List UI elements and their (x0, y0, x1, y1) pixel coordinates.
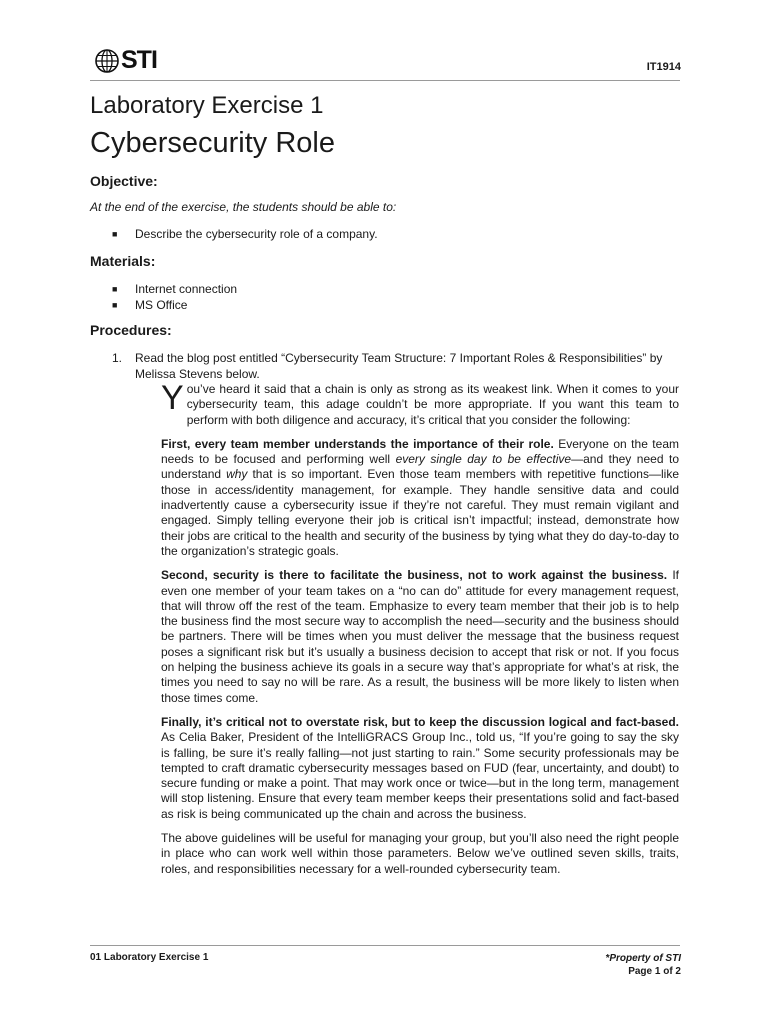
header-divider (90, 80, 680, 81)
objective-intro: At the end of the exercise, the students should be able to: (90, 200, 397, 214)
page-title: Cybersecurity Role (90, 127, 335, 159)
document-code: IT1914 (646, 61, 681, 73)
paragraph-lead: First, every team member understands the importance of their role. (161, 436, 554, 451)
list-item-text: Describe the cybersecurity role of a company. (135, 227, 378, 241)
article-paragraph: Second, security is there to facilitate the business, not to work against the business. If even one member of your team takes on a “no can do” attitude for every management request, that will throw off the rest of the team. Emphasize to every team member that their job is to help the business find the most secure way to accomplish the need—security and the business should be partners. There will be times when you must deliver the message that the business request poses a significant risk but it’s usually a business decision to accept that risk or not. If you focus on helping the business achieve its goals in a secure way that’s appropriate for what’s at risk, the times you need to say no will be rare. As a result, the business will be more likely to listen when those times come. (161, 568, 679, 705)
sti-logo (94, 46, 157, 75)
procedures-heading: Procedures: (90, 322, 172, 338)
drop-cap: Y (161, 379, 184, 417)
bullet-icon: ■ (112, 300, 118, 310)
article-paragraph: Finally, it’s critical not to overstate risk, but to keep the discussion logical and fact-based. As Celia Baker, President of the IntelliGRACS Group Inc., told us, “If you’re going to say the sky is falling, be sure it’s really falling—not just starting to rain.” Some security professionals may be tempted to craft dramatic cybersecurity messages based on FUD (fear, uncertainty, and doubt) to secure funding or make a point. That may work once or twice—but in the long term, management will stop listening. Ensure that every team member keeps their presentations solid and fact-based as risk is being communicated up the chain and across the business. (161, 714, 679, 821)
paragraph-lead: Finally, it’s critical not to overstate risk, but to keep the discussion logical and fact-based. (161, 714, 679, 729)
article-excerpt (161, 379, 679, 886)
list-item-text: Internet connection (135, 282, 238, 296)
logo-text: STI (121, 46, 157, 74)
paragraph-lead: Second, security is there to facilitate the business, not to work against the business. (161, 568, 668, 583)
list-item (112, 281, 237, 297)
bullet-icon: ■ (112, 284, 118, 294)
procedure-step (112, 350, 682, 382)
footer-divider (90, 945, 680, 946)
step-text: Read the blog post entitled “Cybersecurity Team Structure: 7 Important Roles & Responsibilities” by Melissa Stevens below. (135, 351, 663, 381)
page-number: Page 1 of 2 (628, 966, 681, 977)
property-notice: *Property of STI (605, 953, 681, 964)
article-paragraph: First, every team member understands the importance of their role. Everyone on the team needs to be focused and performing well every single day to be effective—and they need to understand why that is so important. Even those team members with repetitive functions—like those in access/identity management, for example. They handle sensitive data and could inadvertently cause a cybersecurity issue if they’re not careful. They must remain vigilant and engaged. Simply telling everyone their job is critical isn’t impactful; instead, demonstrate how their jobs are critical to the health and security of the business by tying what they do day-to-day to the organization’s strategic goals. (161, 436, 679, 558)
materials-list (112, 281, 237, 313)
globe-icon (94, 48, 120, 74)
footer-title: 01 Laboratory Exercise 1 (90, 952, 209, 963)
list-item (112, 226, 378, 242)
article-paragraph: You’ve heard it said that a chain is only as strong as its weakest link. When it comes to your cybersecurity team, this adage couldn’t be more appropriate. If you want this team to perform with both diligence and accuracy, it’s critical that you consider the following: (161, 379, 679, 427)
bullet-icon: ■ (112, 229, 118, 239)
materials-heading: Materials: (90, 253, 156, 269)
objective-list (112, 226, 378, 242)
footer-info (605, 952, 681, 978)
article-paragraph: The above guidelines will be useful for managing your group, but you’ll also need the right people in place who can work well within those parameters. Below we’ve outlined seven skills, traits, roles, and responsibilities necessary for a well-rounded cybersecurity team. (161, 831, 679, 876)
exercise-title: Laboratory Exercise 1 (90, 92, 324, 119)
list-item (112, 297, 237, 313)
list-item-text: MS Office (135, 298, 188, 312)
objective-heading: Objective: (90, 173, 158, 189)
step-number: 1. (112, 351, 123, 365)
